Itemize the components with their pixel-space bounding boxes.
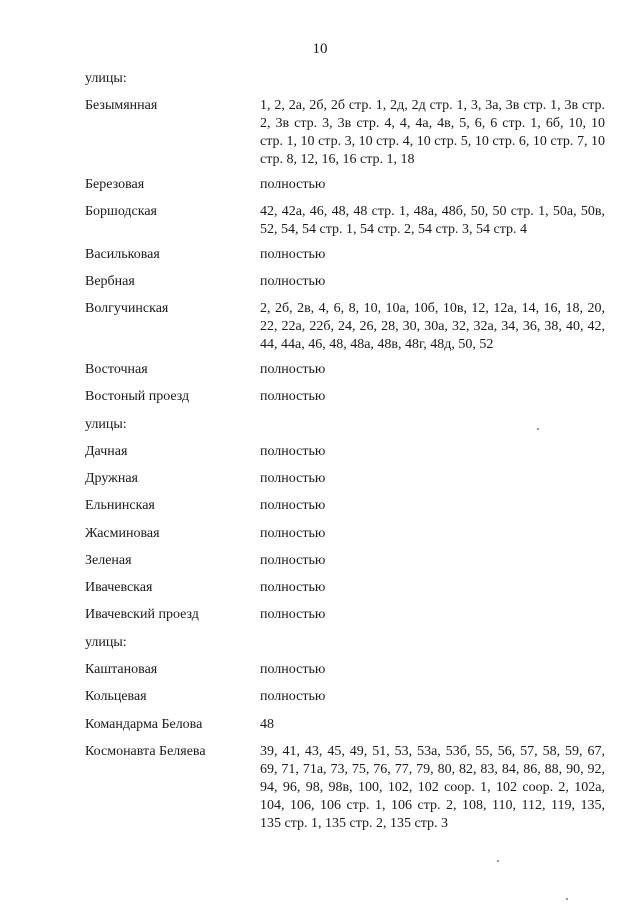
house-numbers: полностью (260, 389, 326, 404)
scan-speck (497, 860, 499, 862)
street-name: Ивачевский проезд (85, 607, 199, 622)
street-name: Каштановая (85, 662, 158, 677)
house-numbers: 39, 41, 43, 45, 49, 51, 53, 53а, 53б, 55, 56, 57, 58, 59, 67, 69, 71, 71а, 73, 75, 76, 77, 79, 80, 82, 83, 84, 86, 88, 90, 92, 94, 96, 98, 98в, 100, 102, 102 соор. 1, 102 соор. 2, 102а, 104, 106, 106 стр. 1, 106 стр. 2, 108, 110, 112, 119, 135, 135 стр. 1, 135 стр. 2, 135 стр. 3 (260, 744, 605, 831)
street-name: Безымянная (85, 98, 158, 113)
house-numbers: полностью (260, 689, 326, 704)
street-name: Березовая (85, 177, 145, 192)
street-name: Васильковая (85, 247, 160, 262)
house-numbers: 42, 42а, 46, 48, 48 стр. 1, 48а, 48б, 50, 50 стр. 1, 50а, 50в, 52, 54, 54 стр. 1, 54 стр. 2, 54 стр. 3, 54 стр. 4 (260, 204, 605, 237)
house-numbers: 1, 2, 2а, 2б, 2б стр. 1, 2д, 2д стр. 1, 3, 3а, 3в стр. 1, 3в стр. 2, 3в стр. 3, 3в стр. 4, 4, 4а, 4в, 5, 6, 6 стр. 1, 6б, 10, 10 стр. 1, 10 стр. 3, 10 стр. 4, 10 стр. 5, 10 стр. 6, 10 стр. 7, 10 стр. 8, 12, 16, 16 стр. 1, 18 (260, 98, 605, 167)
scan-speck (566, 898, 568, 900)
street-name: Зеленая (85, 553, 132, 568)
street-name: Жасминовая (85, 526, 160, 541)
street-name: Боршодская (85, 204, 157, 219)
street-name: Кольцевая (85, 689, 147, 704)
house-numbers: 48 (260, 717, 274, 732)
house-numbers: полностью (260, 362, 326, 377)
house-numbers: полностью (260, 247, 326, 262)
house-numbers: полностью (260, 662, 326, 677)
page-number: 10 (312, 41, 328, 57)
street-name: Востоный проезд (85, 389, 190, 404)
street-name: Вербная (85, 274, 135, 289)
house-numbers: 2, 2б, 2в, 4, 6, 8, 10, 10а, 10б, 10в, 12, 12а, 14, 16, 18, 20, 22, 22а, 22б, 24, 26, 28, 30, 30а, 32, 32а, 34, 36, 38, 40, 42, 44, 44а, 46, 48, 48а, 48в, 48г, 48д, 50, 52 (260, 301, 605, 352)
street-name: Дачная (85, 444, 128, 459)
section-heading: улицы: (85, 417, 127, 432)
house-numbers: полностью (260, 274, 326, 289)
house-numbers: полностью (260, 177, 326, 192)
house-numbers: полностью (260, 498, 326, 513)
street-name: Волгучинская (85, 301, 169, 316)
house-numbers: полностью (260, 607, 326, 622)
street-name: Космонавта Беляева (85, 744, 206, 759)
scan-speck (537, 428, 539, 430)
street-name: Восточная (85, 362, 148, 377)
house-numbers: полностью (260, 471, 326, 486)
section-heading: улицы: (85, 71, 127, 86)
street-name: Ельнинская (85, 498, 155, 513)
house-numbers: полностью (260, 444, 326, 459)
street-name: Дружная (85, 471, 138, 486)
house-numbers: полностью (260, 526, 326, 541)
house-numbers: полностью (260, 580, 326, 595)
street-name: Ивачевская (85, 580, 153, 595)
section-heading: улицы: (85, 635, 127, 650)
street-name: Командарма Белова (85, 717, 203, 732)
house-numbers: полностью (260, 553, 326, 568)
